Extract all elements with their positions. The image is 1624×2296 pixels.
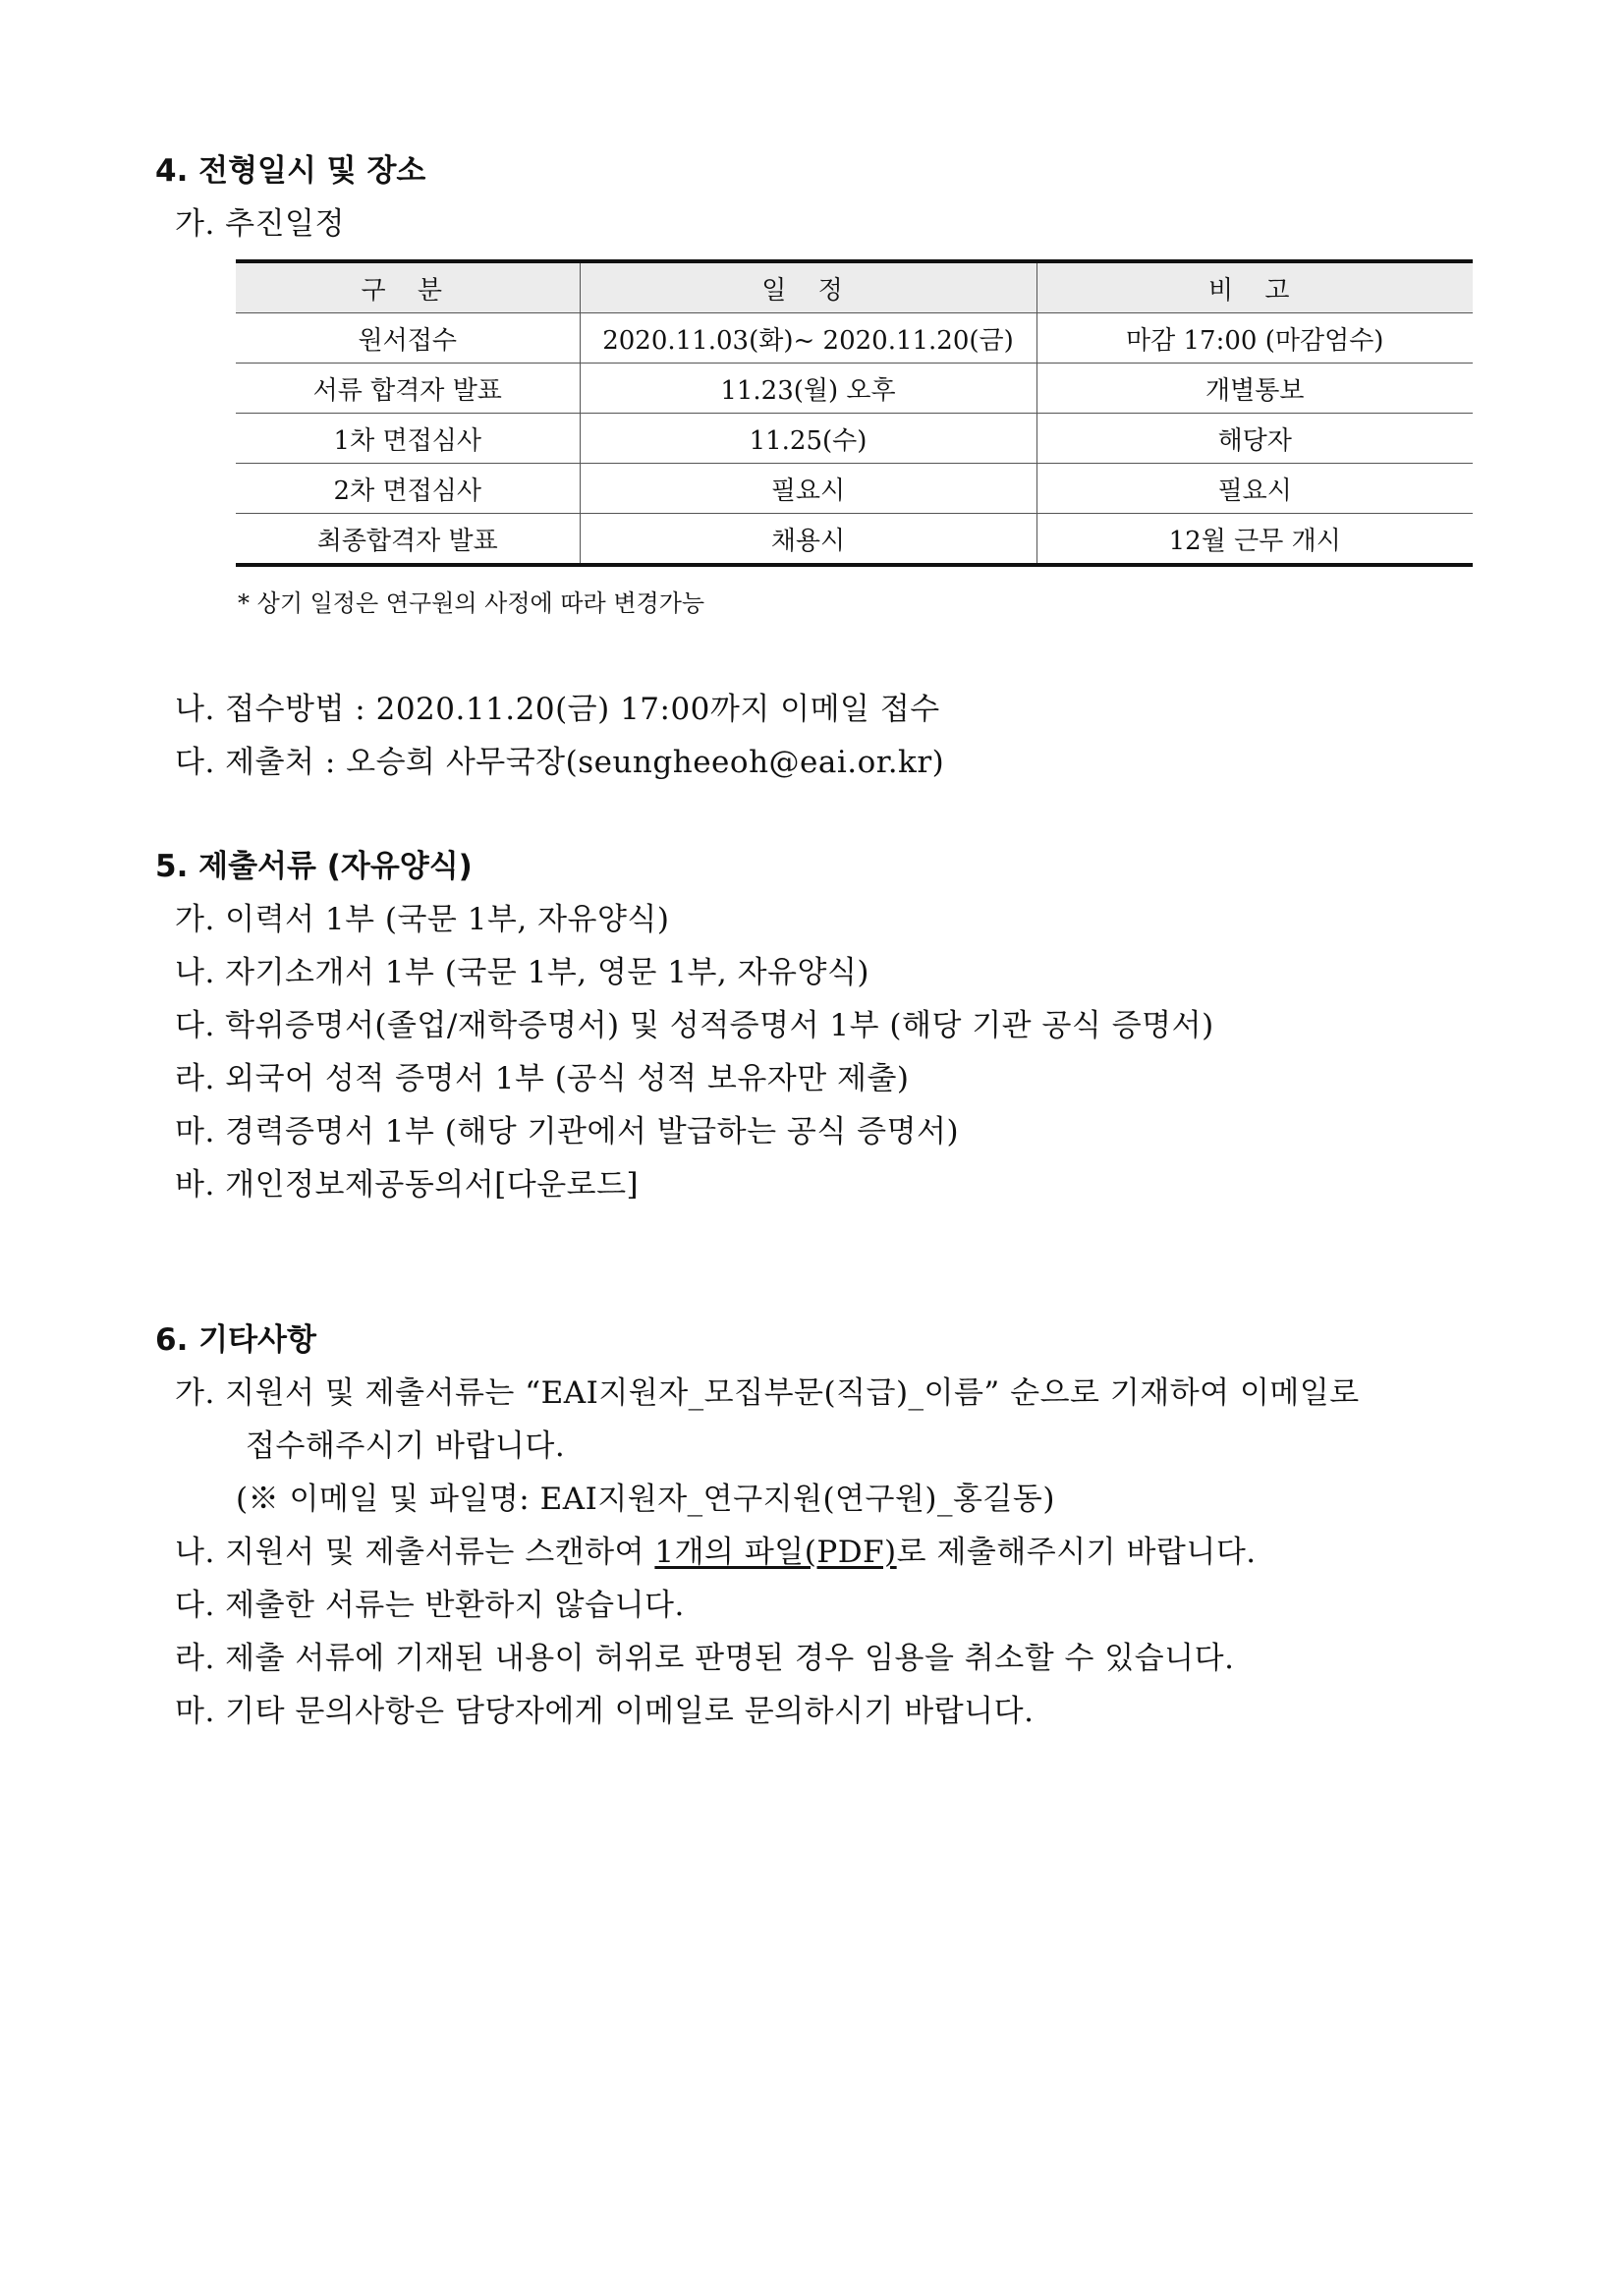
section-6-item-d: 라. 제출 서류에 기재된 내용이 허위로 판명된 경우 임용을 취소할 수 있습니다. bbox=[175, 1641, 1235, 1676]
section-4-heading: 4. 전형일시 및 장소 bbox=[155, 153, 426, 189]
table-cell: 서류 합격자 발표 bbox=[236, 364, 580, 414]
table-row bbox=[236, 464, 1473, 514]
section-6-item-e: 마. 기타 문의사항은 담당자에게 이메일로 문의하시기 바랍니다. bbox=[175, 1694, 1035, 1729]
table-row bbox=[236, 514, 1473, 566]
section-5-item: 가. 이력서 1부 (국문 1부, 자유양식) bbox=[175, 902, 670, 937]
schedule-note: * 상기 일정은 연구원의 사정에 따라 변경가능 bbox=[238, 589, 705, 617]
table-cell: 마감 17:00 (마감엄수) bbox=[1036, 313, 1473, 364]
table-header-row bbox=[236, 261, 1473, 313]
table-cell: 최종합격자 발표 bbox=[236, 514, 580, 566]
section-6-item-c: 다. 제출한 서류는 반환하지 않습니다. bbox=[175, 1588, 685, 1623]
table-row bbox=[236, 364, 1473, 414]
table-cell: 2차 면접심사 bbox=[236, 464, 580, 514]
table-cell: 채용시 bbox=[580, 514, 1036, 566]
item-b-text-pre: 나. 지원서 및 제출서류는 스캔하여 bbox=[175, 1535, 655, 1570]
table-row bbox=[236, 414, 1473, 464]
table-header-schedule: 일 정 bbox=[580, 261, 1036, 313]
table-cell: 원서접수 bbox=[236, 313, 580, 364]
section-4-sub-a: 가. 추진일정 bbox=[175, 206, 345, 242]
section-5-item: 라. 외국어 성적 증명서 1부 (공식 성적 보유자만 제출) bbox=[175, 1061, 910, 1096]
section-4-sub-b: 나. 접수방법 : 2020.11.20(금) 17:00까지 이메일 접수 bbox=[175, 692, 940, 727]
section-6-item-a-continued: 접수해주시기 바랍니다. bbox=[246, 1428, 566, 1464]
table-header-remarks: 비 고 bbox=[1036, 261, 1473, 313]
table-header-category: 구 분 bbox=[236, 261, 580, 313]
section-5-item: 마. 경력증명서 1부 (해당 기관에서 발급하는 공식 증명서) bbox=[175, 1114, 960, 1149]
item-b-text-post: 로 제출해주시기 바랍니다. bbox=[896, 1535, 1257, 1570]
table-row bbox=[236, 313, 1473, 364]
section-6-item-a-example: (※ 이메일 및 파일명: EAI지원자_연구지원(연구원)_홍길동) bbox=[236, 1482, 1055, 1517]
table-cell: 해당자 bbox=[1036, 414, 1473, 464]
table-cell: 11.23(월) 오후 bbox=[580, 364, 1036, 414]
table-cell: 2020.11.03(화)~ 2020.11.20(금) bbox=[580, 313, 1036, 364]
section-4-sub-c: 다. 제출처 : 오승희 사무국장(seungheeoh@eai.or.kr) bbox=[175, 745, 945, 780]
section-5-item-download[interactable]: 바. 개인정보제공동의서[다운로드] bbox=[175, 1167, 640, 1203]
table-cell: 필요시 bbox=[1036, 464, 1473, 514]
section-5-heading: 5. 제출서류 (자유양식) bbox=[155, 849, 473, 884]
table-cell: 11.25(수) bbox=[580, 414, 1036, 464]
table-cell: 12월 근무 개시 bbox=[1036, 514, 1473, 566]
section-5-item: 다. 학위증명서(졸업/재학증명서) 및 성적증명서 1부 (해당 기관 공식 증명서) bbox=[175, 1008, 1214, 1043]
section-6-heading: 6. 기타사항 bbox=[155, 1322, 316, 1358]
section-6-item-a: 가. 지원서 및 제출서류는 “EAI지원자_모집부문(직급)_이름” 순으로 기재하여 이메일로 bbox=[175, 1375, 1360, 1411]
table-cell: 개별통보 bbox=[1036, 364, 1473, 414]
table-cell: 필요시 bbox=[580, 464, 1036, 514]
schedule-table bbox=[236, 259, 1473, 567]
item-b-underlined: 1개의 파일(PDF) bbox=[654, 1535, 897, 1570]
table-cell: 1차 면접심사 bbox=[236, 414, 580, 464]
section-6-item-b bbox=[175, 1533, 1257, 1572]
section-5-item: 나. 자기소개서 1부 (국문 1부, 영문 1부, 자유양식) bbox=[175, 955, 869, 990]
